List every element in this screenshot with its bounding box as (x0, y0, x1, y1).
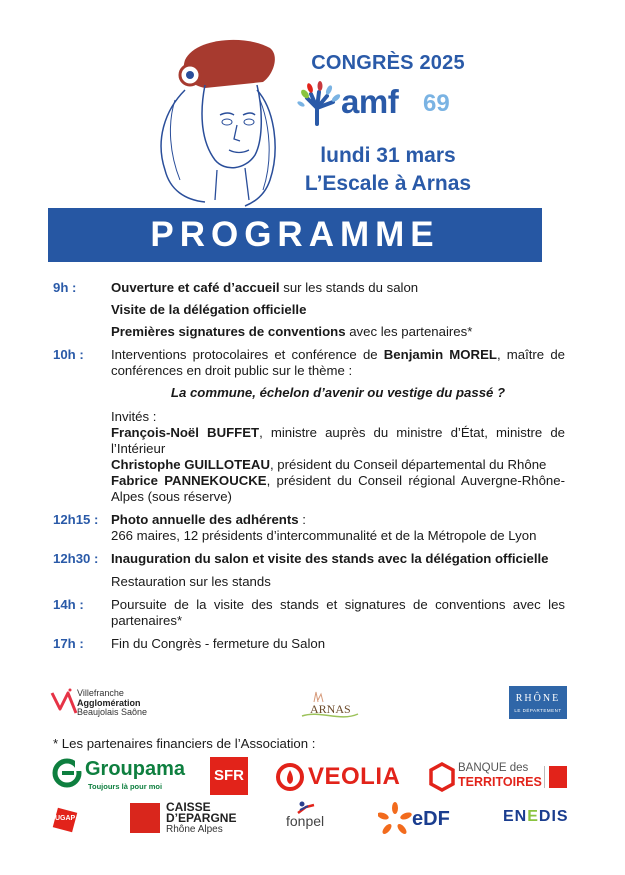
hexagon-icon (428, 762, 456, 792)
programme-line: Fin du Congrès - fermeture du Salon (111, 636, 326, 651)
time-label: 9h : (53, 280, 77, 295)
programme-item (53, 636, 565, 652)
arnas-logo: ARNAS (300, 688, 360, 722)
guest-item: François-Noël BUFFET, ministre auprès du ministre d’État, ministre de l’Intérieur (111, 425, 565, 456)
programme-line: Photo annuelle des adhérents : (111, 512, 306, 527)
event-venue: L’Escale à Arnas (304, 172, 472, 195)
congress-title: CONGRÈS 2025 (311, 52, 465, 74)
amf69-logo (297, 80, 477, 126)
event-date: lundi 31 mars (320, 144, 456, 167)
veolia-logo: VEOLIA (275, 760, 405, 794)
time-label: 12h15 : (53, 512, 99, 527)
guests-label: Invités : (111, 409, 157, 424)
programme-line: Visite de la délégation officielle (111, 302, 307, 317)
marianne-illustration (145, 30, 295, 208)
groupama-g-icon (52, 758, 82, 788)
programme-subline: Restauration sur les stands (111, 574, 271, 589)
groupama-logo: Groupama Toujours là pour moi (52, 758, 192, 798)
fonpel-logo: fonpel (284, 801, 334, 839)
conference-theme: La commune, échelon d’avenir ou vestige du passé ? (170, 385, 506, 400)
guest-item: Fabrice PANNEKOUCKE, président du Conseil régional Auvergne-Rhône-Alpes (sous réserve) (111, 473, 565, 504)
programme-item (53, 347, 565, 505)
sfr-logo: SFR (210, 757, 248, 795)
amf-wordmark: amf (341, 83, 399, 120)
time-label: 17h : (53, 636, 84, 651)
banque-des-territoires-logo: BANQUE des TERRITOIRES (428, 761, 568, 793)
caisse-epargne-logo: CAISSE D’EPARGNE Rhône Alpes (130, 801, 260, 837)
guest-item: Christophe GUILLOTEAU, président du Conseil départemental du Rhône (111, 457, 547, 472)
programme-item (53, 551, 565, 590)
caisse-depots-icon (549, 766, 567, 788)
programme-banner: PROGRAMME (48, 208, 542, 262)
edf-flower-icon (378, 802, 412, 836)
time-label: 12h30 : (53, 551, 99, 566)
rhone-departement-logo: RHÔNE LE DÉPARTEMENT (509, 686, 567, 719)
veolia-drop-icon (275, 762, 305, 792)
time-label: 14h : (53, 597, 84, 612)
programme-item (53, 512, 565, 544)
event-date-venue (288, 142, 488, 198)
partners-note: * Les partenaires financiers de l’Association : (53, 736, 316, 751)
squirrel-icon (130, 803, 160, 833)
programme-subline: 266 maires, 12 présidents d’intercommunalité et de la Métropole de Lyon (111, 528, 537, 543)
tree-hand-icon (297, 80, 343, 126)
time-label: 10h : (53, 347, 84, 362)
programme-line: Interventions protocolaires et conférence de Benjamin MOREL, maître de conférences en droit public sur le thème : (111, 347, 565, 378)
programme-line: Premières signatures de conventions avec les partenaires* (111, 324, 473, 339)
ugap-logo: UGAP (50, 805, 80, 835)
va-mark-icon (50, 687, 78, 717)
programme-item (53, 280, 565, 345)
programme-line: Ouverture et café d’accueil sur les stands du salon (111, 280, 419, 295)
villefranche-logo: Villefranche Agglomération Beaujolais Saône (50, 687, 180, 719)
programme-list (53, 280, 565, 659)
programme-item (53, 597, 565, 629)
programme-line: Inauguration du salon et visite des stands avec la délégation officielle (111, 551, 549, 566)
enedis-logo: ENEDIS (503, 808, 569, 825)
programme-line: Poursuite de la visite des stands et signatures de conventions avec les partenaires* (111, 597, 565, 628)
edf-logo: eDF (378, 800, 478, 838)
amf-number: 69 (423, 90, 450, 117)
